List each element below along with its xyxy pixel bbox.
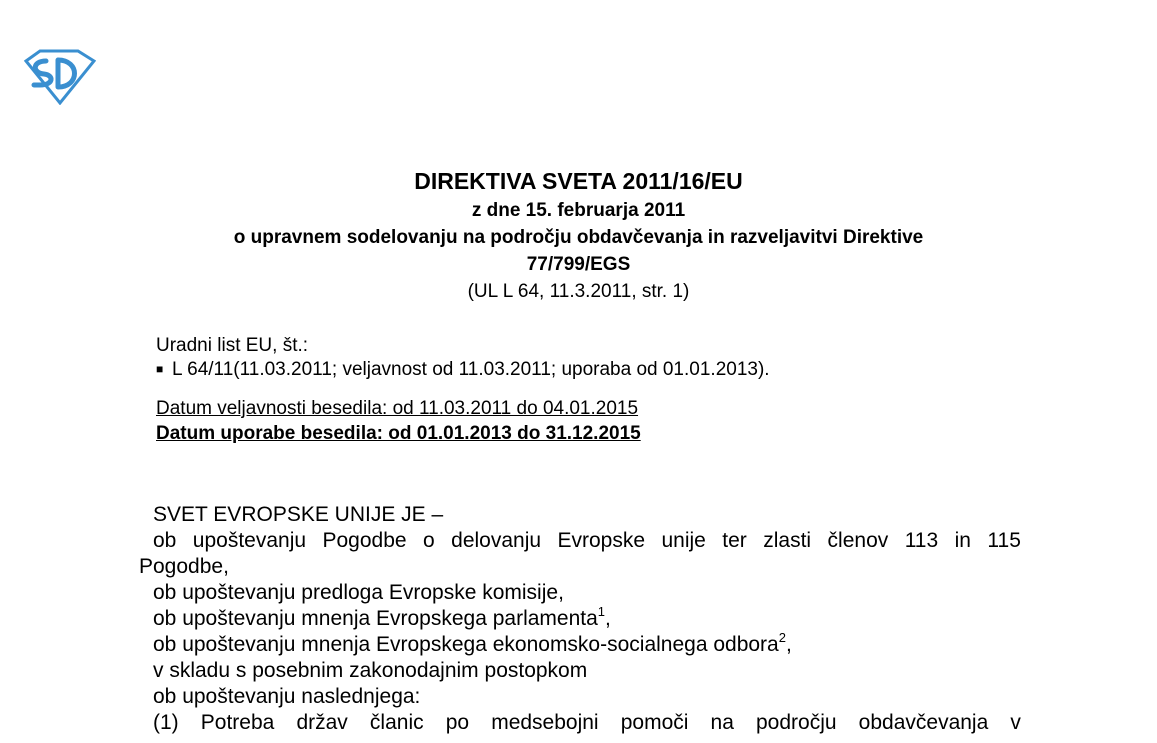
council-line: SVET EVROPSKE UNIJE JE – xyxy=(153,503,444,526)
word: po xyxy=(445,711,470,734)
application-date: Datum uporabe besedila: od 01.01.2013 do 31.12.2015 xyxy=(156,423,641,444)
official-journal-details: (11.03.2011; veljavnost od 11.03.2011; uporaba od 01.01.2013). xyxy=(233,359,770,380)
word: na xyxy=(710,711,734,734)
recital-1-line xyxy=(139,710,1021,736)
word: ob xyxy=(153,529,177,552)
footnote-ref[interactable]: 1 xyxy=(597,604,606,619)
word: Potreba xyxy=(200,711,275,734)
treaty-line xyxy=(139,528,1021,554)
committee-line: ob upoštevanju mnenja Evropskega ekonomsko-socialnega odbora$^2$, xyxy=(153,630,792,656)
word: držav xyxy=(296,711,348,734)
word: medsebojni xyxy=(491,711,599,734)
word: članic xyxy=(369,711,424,734)
proposal-line: ob upoštevanju predloga Evropske komisije, xyxy=(153,581,564,604)
whereas-line: ob upoštevanju naslednjega: xyxy=(153,685,421,708)
document-subject-line: o upravnem sodelovanju na področju obdavčevanja in razveljavitvi Direktive xyxy=(233,227,924,248)
document-subject-line: 77/799/EGS xyxy=(526,254,631,275)
official-journal-code: L 64/11 xyxy=(172,359,234,380)
word: upoštevanju xyxy=(192,529,307,552)
footnote-ref[interactable]: 2 xyxy=(778,630,786,645)
word: o xyxy=(423,529,435,552)
document-title: DIREKTIVA SVETA 2011/16/EU xyxy=(414,168,743,194)
word: ter xyxy=(722,529,747,552)
official-journal-label: Uradni list EU, št.: xyxy=(156,335,309,356)
word: zlasti xyxy=(763,529,812,552)
word: 115 xyxy=(987,529,1021,552)
word: unije xyxy=(661,529,706,552)
shield-logo-icon xyxy=(22,47,96,105)
word: členov xyxy=(827,529,889,552)
document-reference: (UL L 64, 11.3.2011, str. 1) xyxy=(467,281,690,302)
word: obdavčevanja xyxy=(858,711,989,734)
word: v xyxy=(1010,711,1021,734)
word: Evropske xyxy=(557,529,646,552)
bullet-icon: ■ xyxy=(156,362,164,376)
official-journal-item xyxy=(156,357,770,382)
treaty-continuation: Pogodbe, xyxy=(139,555,229,578)
word: (1) xyxy=(153,711,179,734)
document-date: z dne 15. februarja 2011 xyxy=(471,200,686,221)
parliament-text: ob upoštevanju mnenja Evropskega parlamenta xyxy=(153,607,598,630)
word: 113 xyxy=(904,529,939,552)
parliament-line: ob upoštevanju mnenja Evropskega parlamenta$^1$, xyxy=(153,604,611,630)
procedure-line: v skladu s posebnim zakonodajnim postopkom xyxy=(153,659,588,682)
word: Pogodbe xyxy=(322,529,407,552)
word: pomoči xyxy=(620,711,689,734)
document-body xyxy=(139,502,1021,736)
committee-text: ob upoštevanju mnenja Evropskega ekonomsko-socialnega odbora xyxy=(153,633,779,656)
validity-date: Datum veljavnosti besedila: od 11.03.2011 do 04.01.2015 xyxy=(156,398,639,419)
word: in xyxy=(954,529,971,552)
word: področju xyxy=(756,711,837,734)
word: delovanju xyxy=(451,529,542,552)
